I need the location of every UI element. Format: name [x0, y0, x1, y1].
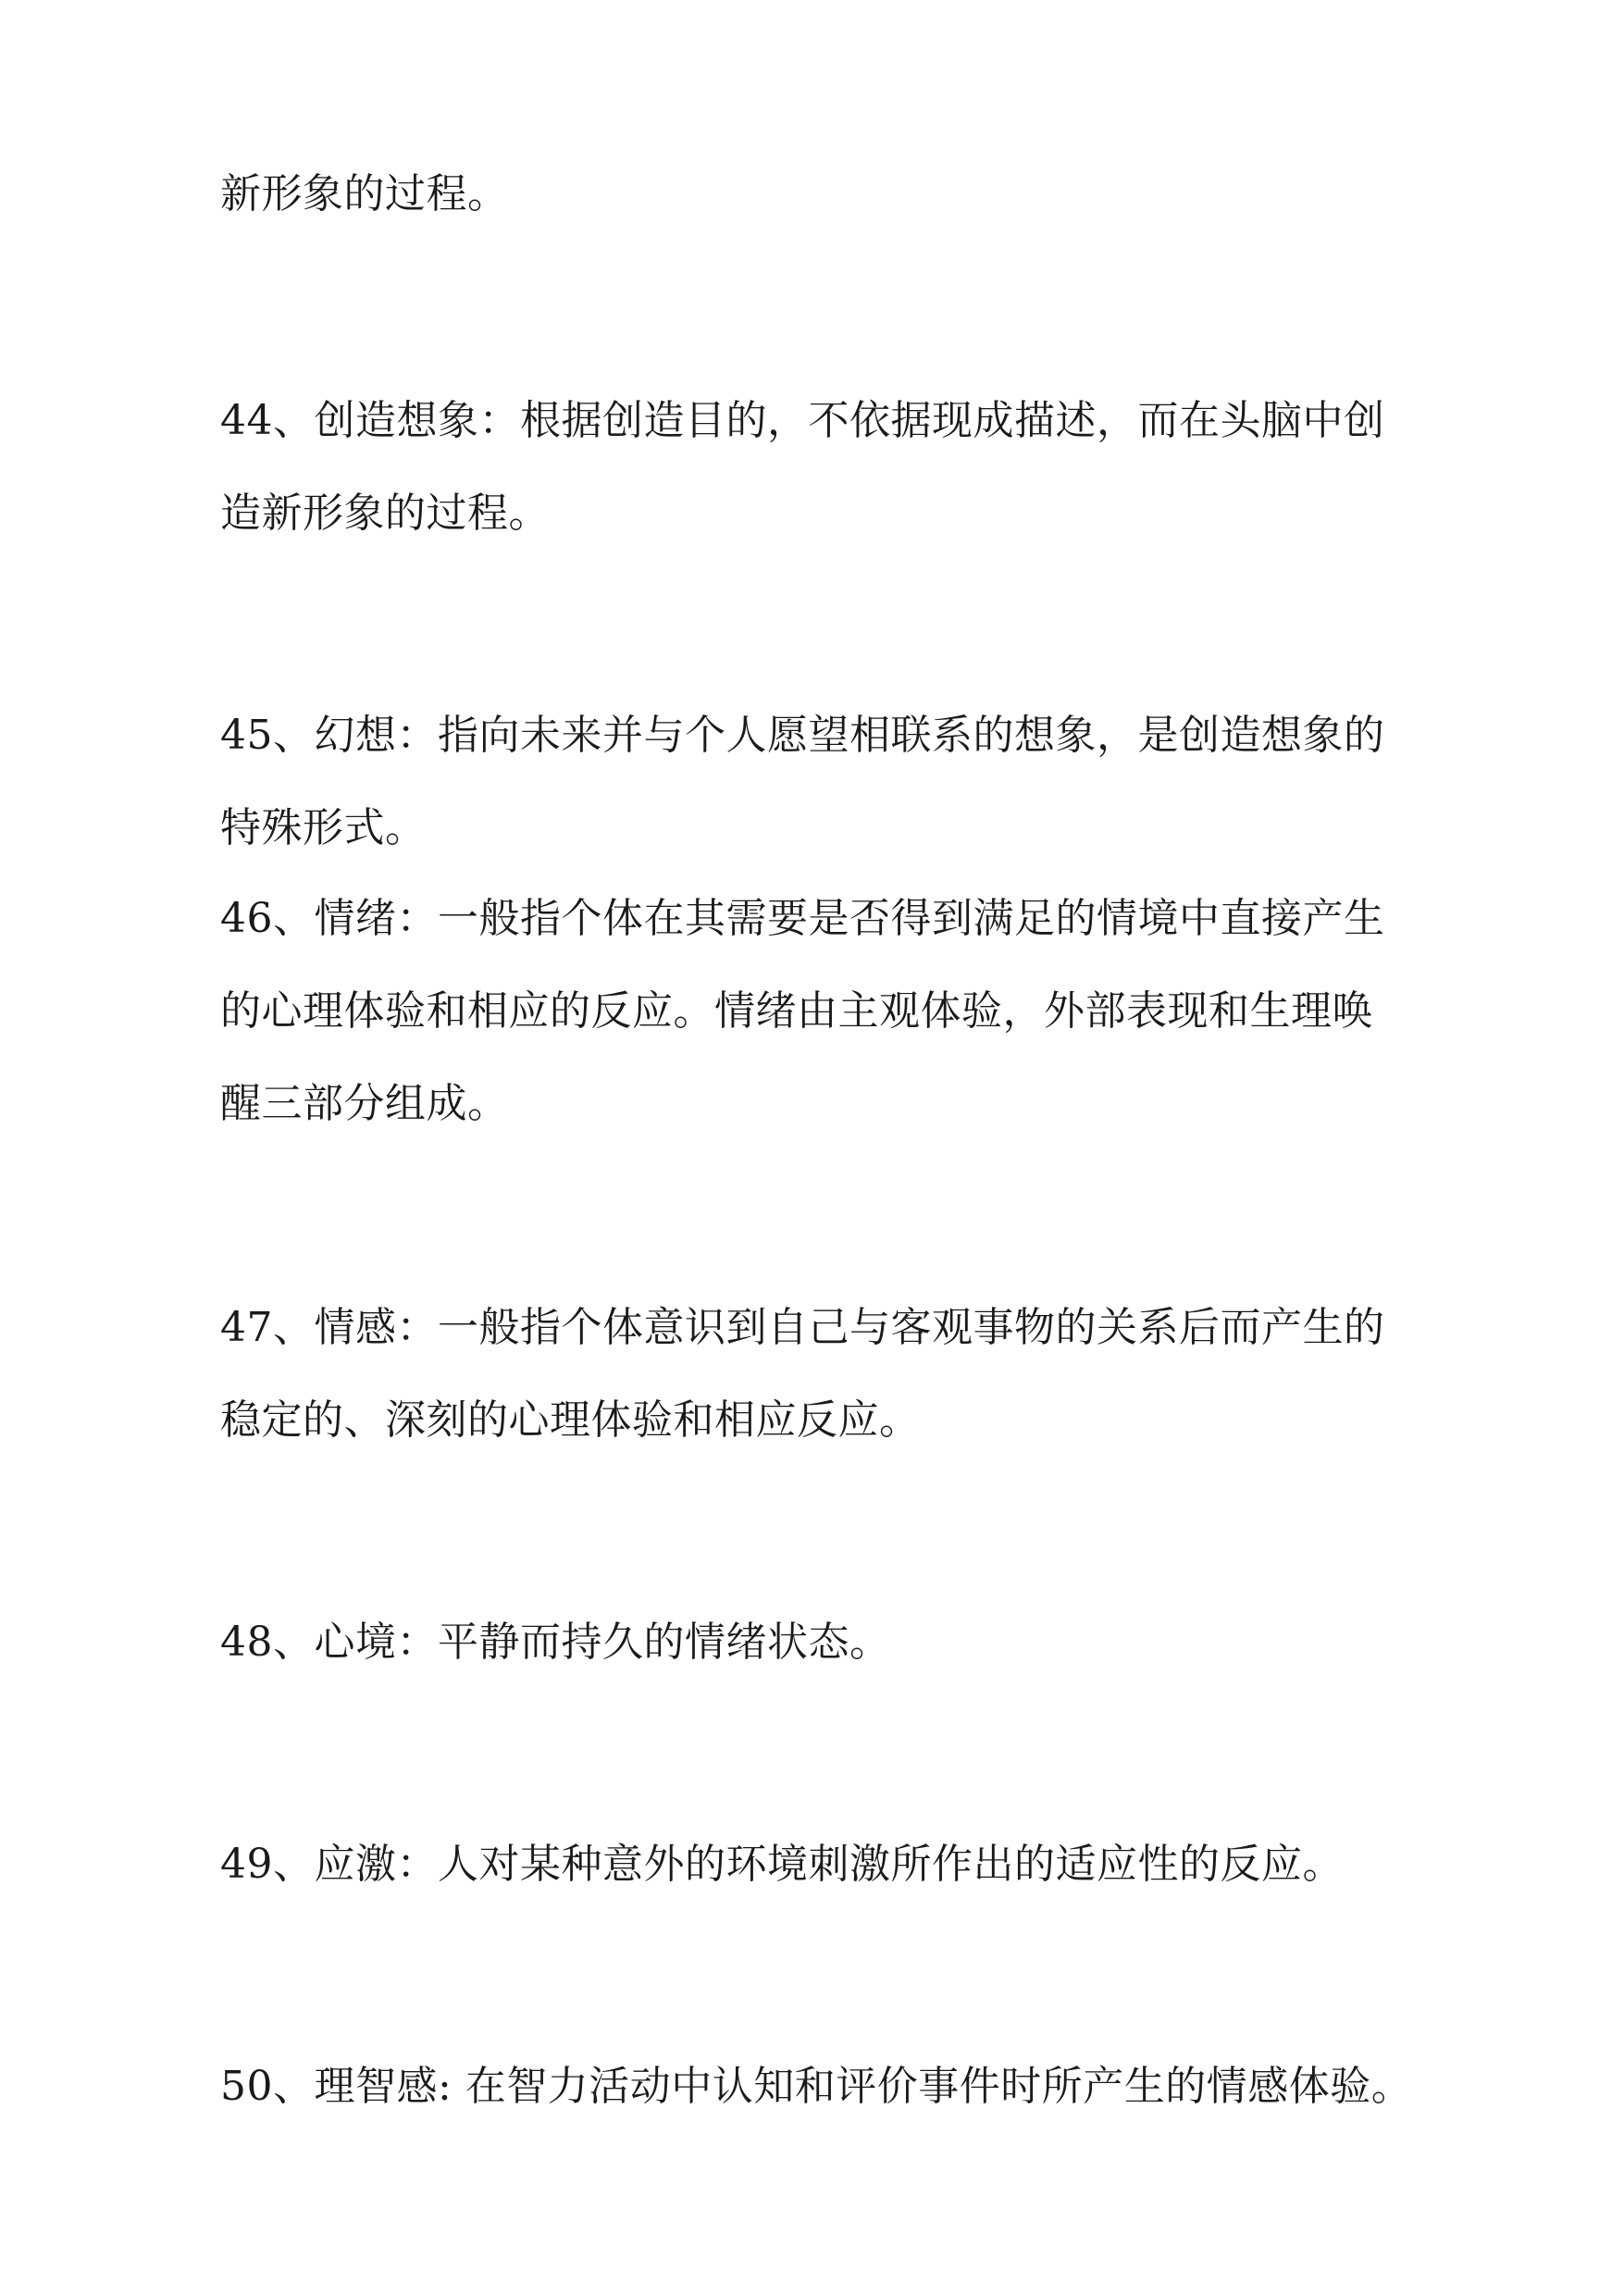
text-line: 新形象的过程。	[220, 170, 509, 217]
text-line: 特殊形式。	[220, 804, 427, 851]
text-line: 45、幻想：指向未来并与个人愿望相联系的想象，是创造想象的	[220, 712, 1385, 759]
text-line: 造新形象的过程。	[220, 490, 550, 537]
text-line: 稳定的、深刻的心理体验和相应反应。	[220, 1396, 921, 1444]
text-line: 醒三部分组成。	[220, 1080, 509, 1127]
text-line: 的心理体验和相应的反应。情绪由主观体验，外部表现和生理唤	[220, 987, 1373, 1035]
text-line: 46、情绪：一般指个体在其需要是否得到满足的情境中直接产生	[220, 895, 1385, 942]
text-line: 49、应激：人对某种意外的环境刺激所作出的适应性的反应。	[220, 1841, 1344, 1888]
text-line: 44、创造想象：根据创造目的，不依据现成描述，而在头脑中创	[220, 397, 1385, 444]
text-line: 50、理智感: 在智力活动中认知和评价事件时所产生的情感体验。	[220, 2063, 1413, 2110]
text-line: 48、心境：平静而持久的情绪状态。	[220, 1619, 891, 1666]
text-line: 47、情感：一般指个体意识到自己与客观事物的关系后而产生的	[220, 1304, 1385, 1351]
